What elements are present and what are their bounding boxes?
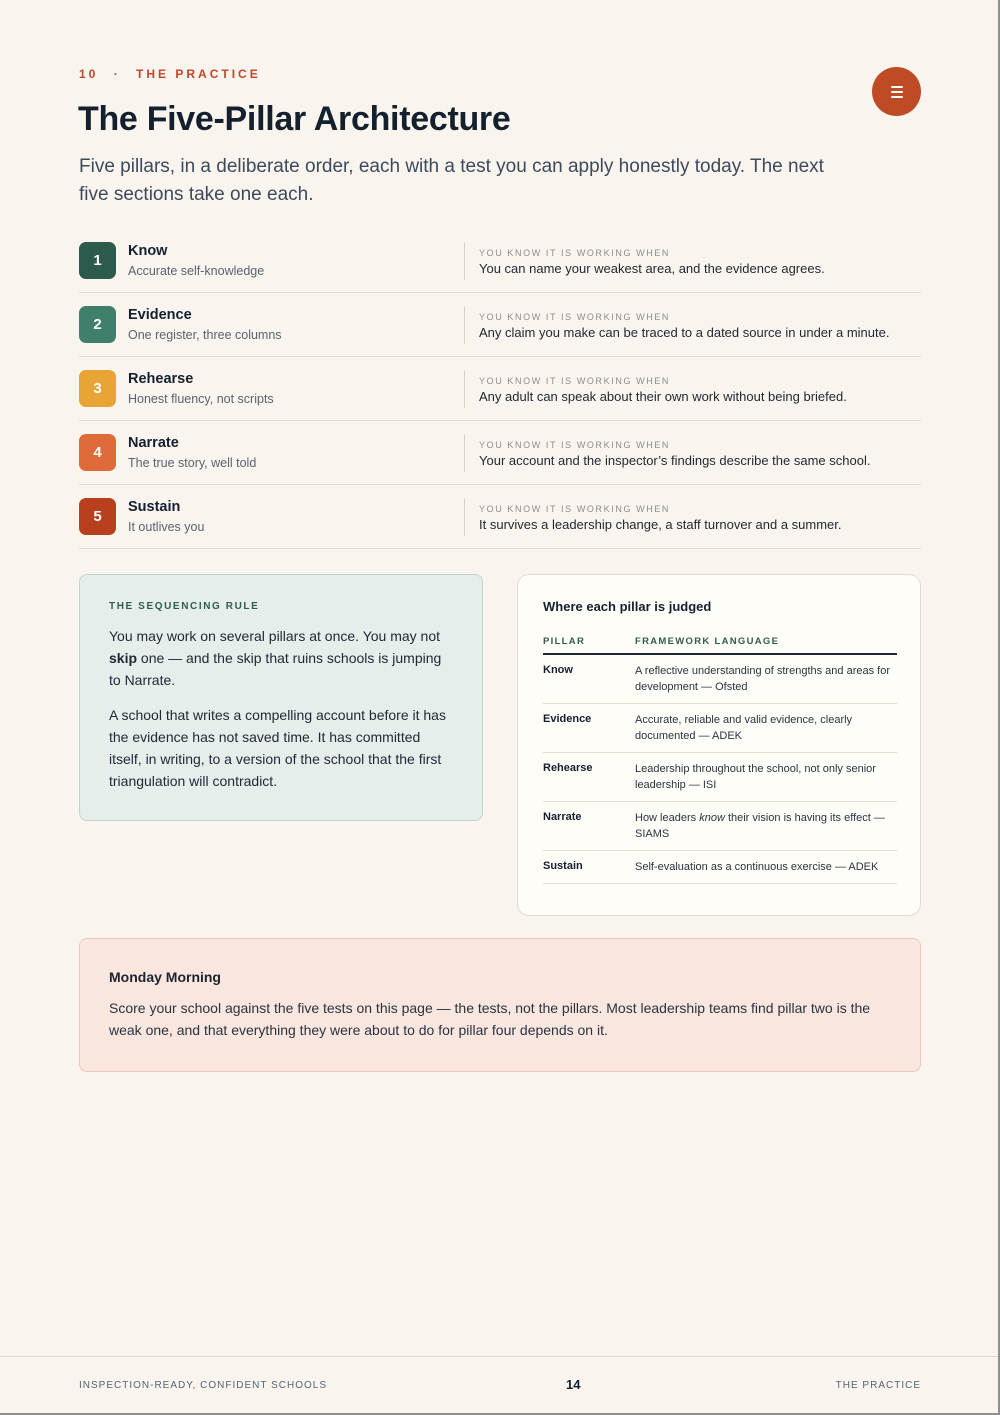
judged-table — [543, 636, 897, 884]
table-row — [543, 753, 897, 802]
section-number: 10 — [79, 67, 99, 81]
pillar-test-label: YOU KNOW IT IS WORKING WHEN — [479, 440, 671, 450]
row-pillar: Evidence — [543, 713, 592, 725]
table-row — [543, 704, 897, 753]
pillar-subtitle: One register, three columns — [128, 328, 282, 342]
row-pillar: Know — [543, 664, 573, 676]
table-row — [543, 851, 897, 884]
pillar-test: Any adult can speak about their own work without being briefed. — [479, 389, 847, 404]
judged-card-title: Where each pillar is judged — [543, 599, 712, 614]
pillar-row — [79, 485, 921, 549]
monday-morning-title: Monday Morning — [109, 969, 221, 985]
pillar-row — [79, 357, 921, 421]
table-row — [543, 802, 897, 851]
sequencing-rule-paragraph-2: A school that writes a compelling account before it has the evidence has not saved time. It has committed itself, in writing, to a version of the school that the first triangulation will contradict. — [109, 707, 446, 789]
pillar-subtitle: Accurate self-knowledge — [128, 264, 265, 278]
row-language: How leaders know their vision is having its effect — SIAMS — [635, 812, 885, 840]
pillar-test-label: YOU KNOW IT IS WORKING WHEN — [479, 376, 671, 386]
row-pillar: Sustain — [543, 860, 583, 872]
row-language: Self-evaluation as a continuous exercise — ADEK — [635, 861, 879, 873]
sequencing-text-after: one — and the skip that ruins schools is jumping to Narrate. — [109, 650, 442, 688]
menu-button[interactable] — [872, 67, 921, 116]
pillar-subtitle: The true story, well told — [128, 456, 257, 470]
pillar-number-badge: 3 — [79, 370, 116, 407]
sequencing-rule-card — [79, 574, 483, 821]
pillar-divider — [464, 434, 465, 472]
page-title: The Five-Pillar Architecture — [78, 100, 511, 138]
row-pillar: Narrate — [543, 811, 582, 823]
pillar-divider — [464, 242, 465, 280]
page-footer — [0, 1356, 1000, 1415]
pillar-name: Sustain — [128, 499, 181, 515]
pillar-test: It survives a leadership change, a staff turnover and a summer. — [479, 517, 842, 532]
pillar-test: Any claim you make can be traced to a dated source in under a minute. — [479, 325, 890, 340]
pillar-name: Narrate — [128, 435, 179, 451]
monday-morning-body: Score your school against the five tests on this page — the tests, not the pillars. Most leadership teams find pillar two is the weak one, and that everything they were about to do for pillar four depends on it. — [109, 1000, 871, 1038]
pillar-test-label: YOU KNOW IT IS WORKING WHEN — [479, 312, 671, 322]
sequencing-text-bold: skip — [109, 650, 138, 666]
pillar-row — [79, 293, 921, 357]
pillar-test: You can name your weakest area, and the evidence agrees. — [479, 261, 825, 276]
footer-book-title: INSPECTION-READY, CONFIDENT SCHOOLS — [79, 1380, 327, 1391]
row-pillar: Rehearse — [543, 762, 593, 774]
pillar-name: Rehearse — [128, 371, 194, 387]
pillar-test: Your account and the inspector’s findings describe the same school. — [479, 453, 871, 468]
sequencing-rule-paragraph-1 — [109, 625, 453, 691]
pillar-number-badge: 2 — [79, 306, 116, 343]
row-language: Leadership throughout the school, not only senior leadership — ISI — [635, 763, 876, 791]
section-name: THE PRACTICE — [136, 67, 261, 81]
monday-morning-callout — [79, 938, 921, 1072]
pillar-subtitle: Honest fluency, not scripts — [128, 392, 274, 406]
row-language: A reflective understanding of strengths and areas for development — Ofsted — [635, 665, 890, 693]
pillar-divider — [464, 306, 465, 344]
pillar-list — [79, 229, 921, 549]
judged-table-header — [543, 636, 897, 655]
section-separator: · — [113, 67, 121, 81]
pillar-subtitle: It outlives you — [128, 520, 205, 534]
sequencing-text-before: You may work on several pillars at once. You may not — [109, 628, 441, 644]
pillar-test-label: YOU KNOW IT IS WORKING WHEN — [479, 248, 671, 258]
footer-section-name: THE PRACTICE — [835, 1380, 921, 1391]
row-language: Accurate, reliable and valid evidence, clearly documented — ADEK — [635, 714, 853, 742]
page-lede: Five pillars, in a deliberate order, each with a test you can apply honestly today. The next five sections take one each. — [79, 156, 824, 205]
pillar-number-badge: 5 — [79, 498, 116, 535]
pillar-name: Know — [128, 243, 168, 259]
column-header-language: FRAMEWORK LANGUAGE — [635, 636, 780, 647]
sequencing-rule-kicker: THE SEQUENCING RULE — [109, 601, 260, 612]
pillar-row — [79, 229, 921, 293]
menu-icon — [891, 86, 903, 98]
footer-page-number: 14 — [566, 1377, 581, 1392]
pillar-divider — [464, 498, 465, 536]
column-header-pillar: PILLAR — [543, 636, 586, 647]
pillar-row — [79, 421, 921, 485]
pillar-test-label: YOU KNOW IT IS WORKING WHEN — [479, 504, 671, 514]
pillar-divider — [464, 370, 465, 408]
pillar-number-badge: 1 — [79, 242, 116, 279]
section-eyebrow — [79, 67, 261, 81]
pillar-number-badge: 4 — [79, 434, 116, 471]
judged-card — [517, 574, 921, 916]
table-row — [543, 655, 897, 704]
pillar-name: Evidence — [128, 307, 192, 323]
